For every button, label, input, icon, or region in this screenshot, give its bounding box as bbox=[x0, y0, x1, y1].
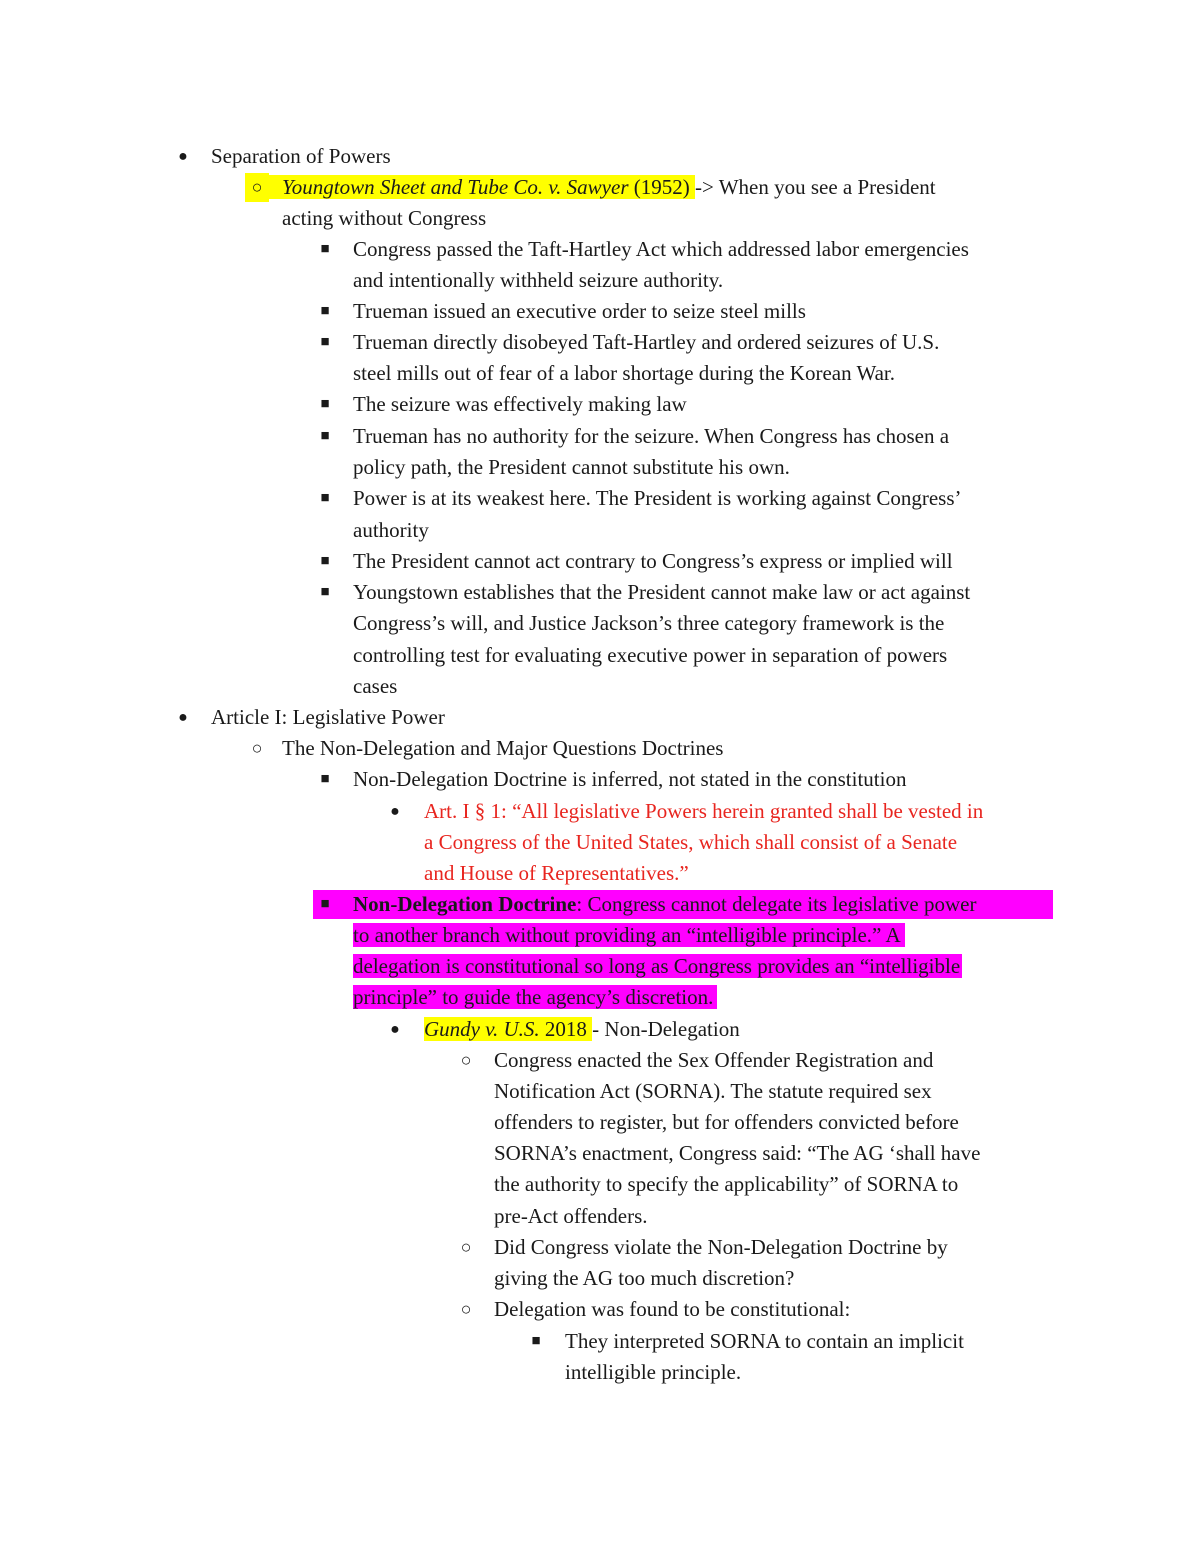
definition-text: delegation is constitutional so long as Congress provides an “intelligible bbox=[353, 954, 961, 978]
definition-line bbox=[353, 921, 905, 950]
constitution-quote: and House of Representatives.” bbox=[424, 861, 689, 885]
text-line: They interpreted SORNA to contain an implicit bbox=[565, 1329, 964, 1353]
text-line: Youngstown establishes that the President cannot make law or act against bbox=[353, 580, 971, 604]
circle-bullet: ○ bbox=[460, 1237, 472, 1257]
square-bullet: ■ bbox=[320, 241, 330, 257]
disc-bullet: ● bbox=[390, 803, 400, 820]
square-bullet: ■ bbox=[320, 334, 330, 350]
heading-separation-of-powers: Separation of Powers bbox=[211, 144, 391, 168]
text-line: Congress’s will, and Justice Jackson’s three category framework is the bbox=[353, 611, 945, 635]
text-line: Non-Delegation Doctrine is inferred, not stated in the constitution bbox=[353, 767, 907, 791]
text-line: Trueman has no authority for the seizure. When Congress has chosen a bbox=[353, 424, 950, 448]
text-line: steel mills out of fear of a labor shortage during the Korean War. bbox=[353, 361, 896, 385]
square-bullet: ■ bbox=[320, 771, 330, 787]
square-bullet: ■ bbox=[320, 896, 330, 912]
heading-article-one: Article I: Legislative Power bbox=[211, 705, 445, 729]
text-line: Delegation was found to be constitutional: bbox=[494, 1297, 851, 1321]
text-line: The President cannot act contrary to Congress’s express or implied will bbox=[353, 549, 953, 573]
disc-bullet: ● bbox=[178, 709, 188, 726]
text-line: Trueman issued an executive order to seize steel mills bbox=[353, 299, 806, 323]
text-line: cases bbox=[353, 674, 398, 698]
text-line: policy path, the President cannot substitute his own. bbox=[353, 455, 790, 479]
case-note-gundy: - Non-Delegation bbox=[592, 1017, 740, 1041]
square-bullet: ■ bbox=[320, 428, 330, 444]
text-line: the authority to specify the applicability” of SORNA to bbox=[494, 1172, 959, 1196]
case-year-youngstown: (1952) bbox=[628, 175, 695, 199]
term-non-delegation: Non-Delegation Doctrine bbox=[353, 892, 577, 916]
definition-text: principle” to guide the agency’s discretion. bbox=[353, 985, 717, 1009]
case-year-gundy: 2018 bbox=[539, 1017, 593, 1041]
text-line: and intentionally withheld seizure authority. bbox=[353, 268, 724, 292]
disc-bullet: ● bbox=[178, 148, 188, 165]
text-line: intelligible principle. bbox=[565, 1360, 742, 1384]
definition-line bbox=[353, 983, 717, 1012]
case-name-youngstown: Youngtown Sheet and Tube Co. v. Sawyer bbox=[282, 175, 629, 199]
definition-line bbox=[353, 952, 962, 981]
square-bullet: ■ bbox=[320, 303, 330, 319]
disc-bullet: ● bbox=[390, 1021, 400, 1038]
text-line: Notification Act (SORNA). The statute required sex bbox=[494, 1079, 932, 1103]
text-line: offenders to register, but for offenders convicted before bbox=[494, 1110, 959, 1134]
case-youngstown bbox=[269, 173, 936, 202]
definition-non-delegation bbox=[353, 890, 976, 919]
text-line: pre-Act offenders. bbox=[494, 1204, 648, 1228]
definition-text: : Congress cannot delegate its legislative power bbox=[576, 892, 977, 916]
text-line: giving the AG too much discretion? bbox=[494, 1266, 795, 1290]
square-bullet: ■ bbox=[531, 1333, 541, 1349]
text-line: Congress passed the Taft-Hartley Act which addressed labor emergencies bbox=[353, 237, 969, 261]
text-line: Congress enacted the Sex Offender Registration and bbox=[494, 1048, 934, 1072]
subheading-doctrines: The Non-Delegation and Major Questions Doctrines bbox=[282, 736, 724, 760]
definition-text: to another branch without providing an “intelligible principle.” A bbox=[353, 923, 905, 947]
circle-bullet: ○ bbox=[460, 1299, 472, 1319]
text-line: controlling test for evaluating executive power in separation of powers bbox=[353, 643, 948, 667]
circle-bullet: ○ bbox=[251, 738, 263, 758]
circle-bullet: ○ bbox=[245, 173, 269, 202]
text-line: Power is at its weakest here. The President is working against Congress’ bbox=[353, 486, 962, 510]
square-bullet: ■ bbox=[320, 490, 330, 506]
constitution-quote: a Congress of the United States, which shall consist of a Senate bbox=[424, 830, 958, 854]
text-line: Trueman directly disobeyed Taft-Hartley and ordered seizures of U.S. bbox=[353, 330, 940, 354]
square-bullet: ■ bbox=[320, 584, 330, 600]
text-line: acting without Congress bbox=[282, 206, 487, 230]
case-gundy bbox=[424, 1015, 740, 1044]
square-bullet: ■ bbox=[320, 553, 330, 569]
case-note-youngstown: -> When you see a President bbox=[695, 175, 936, 199]
text-line: Did Congress violate the Non-Delegation Doctrine by bbox=[494, 1235, 948, 1259]
square-bullet: ■ bbox=[320, 396, 330, 412]
text-line: SORNA’s enactment, Congress said: “The AG ‘shall have bbox=[494, 1141, 981, 1165]
text-line: The seizure was effectively making law bbox=[353, 392, 687, 416]
circle-bullet: ○ bbox=[460, 1050, 472, 1070]
text-line: authority bbox=[353, 518, 429, 542]
case-name-gundy: Gundy v. U.S. bbox=[424, 1017, 540, 1041]
constitution-quote: Art. I § 1: “All legislative Powers herein granted shall be vested in bbox=[424, 799, 984, 823]
